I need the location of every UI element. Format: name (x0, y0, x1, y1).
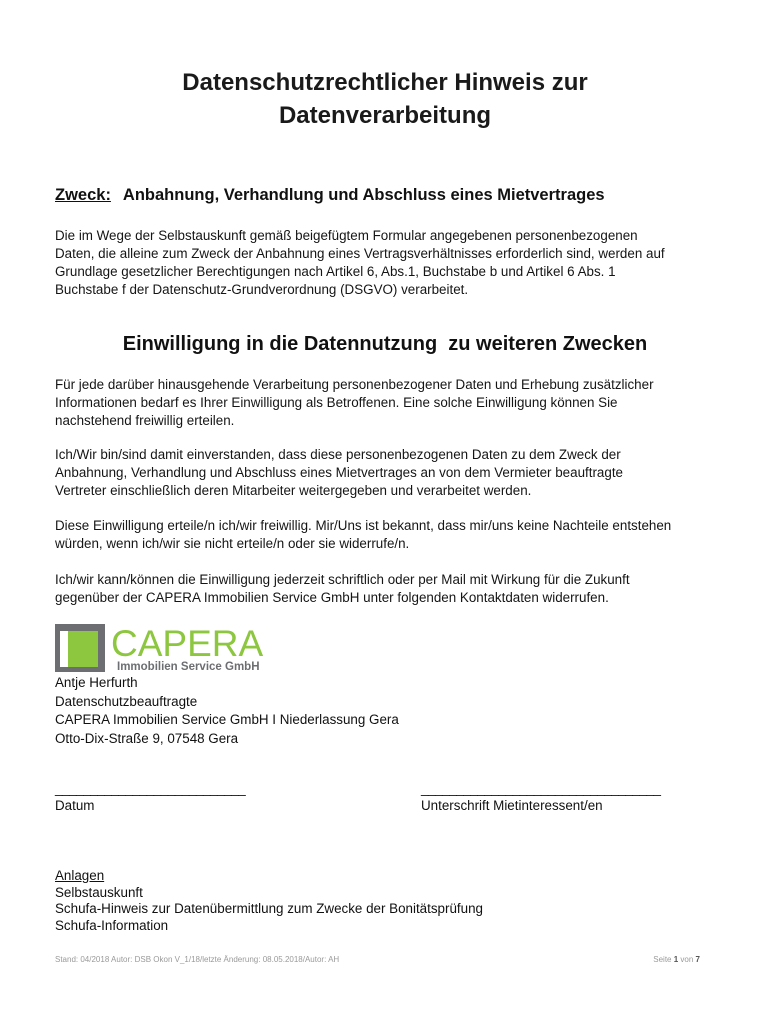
attachments-heading: Anlagen (55, 868, 105, 883)
consent-line: Ich/Wir bin/sind damit einverstanden, dass diese personenbezogenen Daten zu dem Zweck der (55, 447, 621, 462)
capera-logo (55, 624, 305, 674)
consent-line: würden, wenn ich/wir sie nicht erteile/n oder sie widerrufe/n. (55, 536, 410, 551)
consent-paragraph-3 (55, 517, 725, 553)
footer-meta: Stand: 04/2018 Autor: DSB Okon V_1/18/letzte Änderung: 08.05.2018/Autor: AH (55, 955, 340, 964)
logo-white-bar (60, 631, 68, 667)
logo-tagline: Immobilien Service GmbH (117, 661, 260, 673)
logo-wordmark: CAPERA (111, 624, 264, 664)
contact-name: Antje Herfurth (55, 675, 138, 690)
page-number (653, 955, 700, 964)
consent-heading: Einwilligung in die Datennutzung zu weiteren Zwecken (122, 333, 648, 355)
consent-line: Informationen bedarf es Ihrer Einwilligung als Betroffenen. Eine solche Einwilligung können Sie (55, 395, 618, 410)
consent-line: Vertreter einschließlich deren Mitarbeiter weitergegeben und verarbeitet werden. (55, 483, 532, 498)
purpose-heading-text: Anbahnung, Verhandlung und Abschluss eines Mietvertrages (122, 186, 605, 204)
date-signature-line: ___________________________ (55, 781, 246, 796)
signature-label: Unterschrift Mietinteressent/en (421, 798, 603, 813)
page-prefix: Seite (653, 955, 672, 964)
consent-line: Diese Einwilligung erteile/n ich/wir freiwillig. Mir/Uns ist bekannt, dass mir/uns keine Nachteile entstehen (55, 518, 672, 533)
title-line-2: Datenverarbeitung (278, 102, 492, 129)
attachment-item: Schufa-Hinweis zur Datenübermittlung zum Zwecke der Bonitätsprüfung (55, 901, 483, 916)
consent-line: gegenüber der CAPERA Immobilien Service GmbH unter folgenden Kontaktdaten widerrufen. (55, 590, 609, 605)
purpose-line: Die im Wege der Selbstauskunft gemäß beigefügtem Formular angegebenen personenbezogenen (55, 228, 638, 243)
purpose-heading (55, 186, 605, 205)
signature-line: __________________________________ (421, 781, 661, 796)
attachments-block (55, 868, 483, 934)
consent-paragraph-4 (55, 571, 725, 607)
purpose-line: Daten, die alleine zum Zweck der Anbahnung eines Vertragsverhältnisses erforderlich sind, werden auf (55, 246, 665, 261)
consent-line: nachstehend freiwillig erteilen. (55, 413, 235, 428)
purpose-line: Buchstabe f der Datenschutz-Grundverordnung (DSGVO) verarbeitet. (55, 282, 469, 297)
consent-line: Ich/wir kann/können die Einwilligung jederzeit schriftlich oder per Mail mit Wirkung für die Zukunft (55, 572, 630, 587)
attachment-item: Schufa-Information (55, 917, 169, 933)
date-label: Datum (55, 798, 95, 813)
purpose-label: Zweck: (55, 186, 111, 204)
consent-line: Anbahnung, Verhandlung und Abschluss eines Mietvertrages an von dem Vermieter beauftragte (55, 465, 623, 480)
title-line-1: Datenschutzrechtlicher Hinweis zur (182, 69, 588, 96)
logo-green-square (68, 631, 98, 667)
consent-line: Für jede darüber hinausgehende Verarbeitung personenbezogener Daten und Erhebung zusätzlicher (55, 377, 654, 392)
consent-paragraph-1 (55, 376, 725, 430)
contact-role: Datenschutzbeauftragte (55, 693, 198, 709)
contact-company: CAPERA Immobilien Service GmbH I Niederlassung Gera (55, 712, 399, 728)
attachment-item: Selbstauskunft (55, 884, 143, 900)
page-title (0, 66, 770, 132)
purpose-line: Grundlage gesetzlicher Berechtigungen nach Artikel 6, Abs.1, Buchstabe b und Artikel 6 Abs. 1 (55, 264, 616, 279)
contact-block (55, 674, 399, 748)
page-total: 7 (695, 955, 700, 964)
page-word: von (680, 955, 694, 964)
consent-paragraph-2 (55, 446, 725, 500)
page-current: 1 (673, 955, 679, 964)
purpose-paragraph (55, 227, 725, 299)
contact-address: Otto-Dix-Straße 9, 07548 Gera (55, 730, 239, 746)
